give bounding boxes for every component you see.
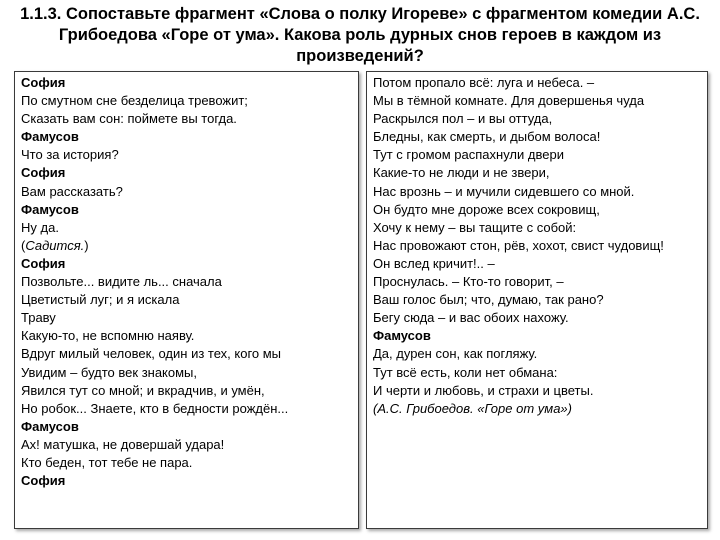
verse-line: Он вслед кричит!.. – [373, 255, 495, 271]
speaker-name: Фамусов [21, 201, 79, 217]
verse-line: Какую-то, не вспомню наяву. [21, 328, 195, 344]
verse-line: Ваш голос был; что, думаю, так рано? [373, 292, 604, 308]
verse-line: Хочу к нему – вы тащите с собой: [373, 219, 577, 235]
speaker-name: София [21, 75, 66, 90]
verse-line: Сказать вам сон: поймете вы тогда. [21, 111, 237, 127]
verse-line: Проснулась. – Кто-то говорит, – [373, 274, 564, 290]
verse-line: Увидим – будто век знакомы, [21, 364, 198, 380]
verse-line: Какие-то не люди и не звери, [373, 165, 550, 181]
right-text-panel [366, 71, 708, 529]
title-line-2: Грибоедова «Горе от ума». Какова роль дурных снов героев в каждом из [58, 26, 662, 44]
verse-line: Потом пропало всё: луга и небеса. – [373, 75, 595, 90]
citation: (А.С. Грибоедов. «Горе от ума») [373, 400, 572, 416]
verse-line: Явился тут со мной; и вкрадчив, и умён, [21, 382, 265, 398]
verse-line: Да, дурен сон, как погляжу. [373, 346, 538, 362]
verse-line: И черти и любовь, и страхи и цветы. [373, 382, 594, 398]
verse-line: Кто беден, тот тебе не пара. [21, 454, 193, 470]
verse-line: Раскрылся пол – и вы оттуда, [373, 111, 553, 127]
verse-line: Бегу сюда – и вас обоих нахожу. [373, 310, 569, 326]
verse-line: Он будто мне дороже всех сокровищ, [373, 201, 600, 217]
stage-direction: (Садится.) [21, 237, 89, 253]
verse-line: Позвольте... видите ль... сначала [21, 274, 222, 290]
stage-direction-text: Садится. [25, 237, 85, 253]
verse-line: По смутном сне безделица тревожит; [21, 93, 248, 109]
verse-line: Бледны, как смерть, и дыбом волоса! [373, 129, 601, 145]
verse-line: Вдруг милый человек, один из тех, кого мы [21, 346, 282, 362]
verse-line: Мы в тёмной комнате. Для довершенья чуда [373, 93, 645, 109]
speaker-name: София [21, 255, 66, 271]
verse-line: Цветистый луг; и я искала [21, 292, 180, 308]
verse-line: Траву [21, 310, 56, 326]
verse-line: Нас врознь – и мучили сидевшего со мной. [373, 183, 635, 199]
title-line-1: 1.1.3. Сопоставьте фрагмент «Слова о полку Игореве» с фрагментом комедии А.С. [20, 5, 700, 23]
verse-line: Ну да. [21, 219, 59, 235]
speaker-name: София [21, 473, 66, 489]
title-line-3: произведений? [296, 47, 424, 65]
verse-line: Нас провожают стон, рёв, хохот, свист чудовищ! [373, 237, 664, 253]
speaker-name: Фамусов [373, 328, 431, 344]
verse-line: Но робок... Знаете, кто в бедности рождён... [21, 400, 289, 416]
speaker-name: София [21, 165, 66, 181]
verse-line: Вам рассказать? [21, 183, 123, 199]
page-title [10, 4, 710, 67]
left-text-panel [14, 71, 359, 529]
verse-line: Тут с громом распахнули двери [373, 147, 564, 163]
speaker-name: Фамусов [21, 418, 79, 434]
verse-line: Тут всё есть, коли нет обмана: [373, 364, 558, 380]
verse-line: Ах! матушка, не довершай удара! [21, 436, 225, 452]
speaker-name: Фамусов [21, 129, 79, 145]
verse-line: Что за история? [21, 147, 119, 163]
